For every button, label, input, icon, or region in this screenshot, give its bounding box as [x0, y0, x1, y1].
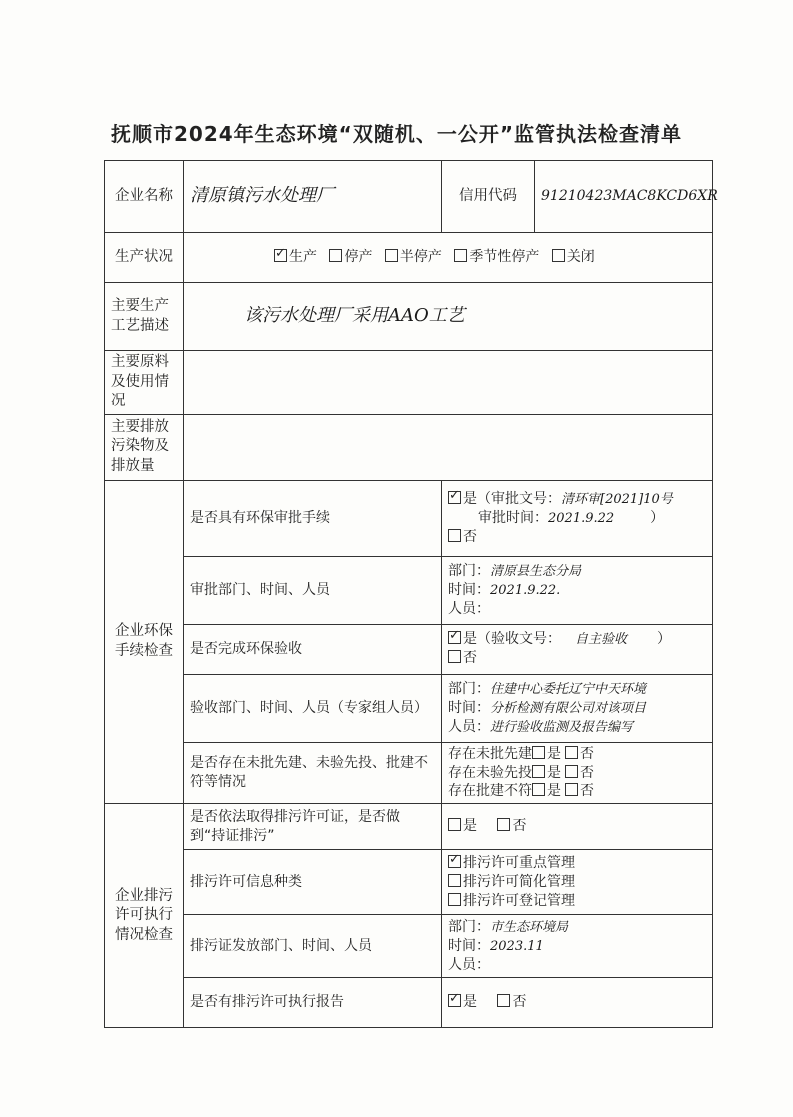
- mismatch-yes-label: 是: [547, 783, 561, 800]
- permit-simplified-label: 排污许可简化管理: [463, 873, 575, 890]
- permit-report-yes-label: 是: [463, 994, 477, 1011]
- production-label: 生产状况: [105, 233, 184, 283]
- process-label: 主要生产工艺描述: [105, 283, 184, 351]
- company-row: [105, 161, 713, 233]
- permit-simplified-checkbox[interactable]: [448, 874, 461, 887]
- materials-field[interactable]: [184, 351, 713, 415]
- acceptance-yes-label: 是（验收文号：: [463, 631, 561, 648]
- unaccepted-yes-label: 是: [547, 764, 561, 781]
- process-row: [105, 283, 713, 351]
- materials-row: [105, 351, 713, 415]
- production-row: [105, 233, 713, 283]
- acceptance-dept-item: 验收部门、时间、人员（专家组人员）: [184, 674, 442, 742]
- permit-obtained-item: 是否依法取得排污许可证，是否做到“持证排污”: [184, 804, 442, 850]
- acceptance-no-label: 否: [463, 650, 477, 667]
- credit-code-value: 91210423MAC8KCD6XR: [541, 188, 718, 205]
- production-checkbox[interactable]: [274, 249, 287, 262]
- inspection-form: [104, 160, 718, 1028]
- permit-type-item: 排污许可信息种类: [184, 850, 442, 915]
- company-name-value: 清原镇污水处理厂: [190, 185, 334, 207]
- permit-key-label: 排污许可重点管理: [463, 855, 575, 872]
- permit-report-yes-checkbox[interactable]: [448, 994, 461, 1007]
- credit-code-field[interactable]: [535, 161, 718, 233]
- acceptance-item: 是否完成环保验收: [184, 624, 442, 674]
- acceptance-no-checkbox[interactable]: [448, 650, 461, 663]
- stopped-checkbox[interactable]: [329, 249, 342, 262]
- permit-report-answer: [442, 978, 713, 1028]
- acceptance-dept-row: [105, 674, 713, 742]
- permit-report-no-label: 否: [512, 994, 527, 1011]
- half-stopped-option-label: 半停产: [399, 249, 442, 266]
- permit-type-answer: [442, 850, 713, 915]
- permit-dept-label: 部门：: [448, 919, 490, 936]
- approval-dept-item: 审批部门、时间、人员: [184, 556, 442, 624]
- production-option-label: 生产: [289, 249, 317, 266]
- approval-row: [105, 480, 713, 556]
- violation-line-unaccepted: 存在未验先投: [448, 764, 532, 781]
- acceptance-dept-value: 住建中心委托辽宁中天环境: [490, 681, 647, 697]
- unaccepted-no-checkbox[interactable]: [565, 765, 578, 778]
- permit-time-label: 时间：: [448, 937, 490, 954]
- acceptance-yes-checkbox[interactable]: [448, 631, 461, 644]
- closed-checkbox[interactable]: [552, 249, 565, 262]
- materials-label: 主要原料及使用情况: [105, 351, 184, 415]
- approval-time-value: 2021.9.22: [548, 510, 615, 526]
- mismatch-no-checkbox[interactable]: [565, 783, 578, 796]
- permit-obtained-row: [105, 804, 713, 850]
- process-value: 该污水处理厂采用AAO工艺: [244, 305, 465, 327]
- acceptance-close-paren: ）: [657, 631, 672, 648]
- approval-yes-label: 是（审批文号：: [463, 490, 561, 507]
- permit-obtained-no-label: 否: [512, 818, 527, 835]
- permit-type-row: [105, 850, 713, 915]
- approval-date-label: 时间：: [448, 581, 490, 598]
- approval-answer: [442, 480, 713, 556]
- acceptance-person-label: 人员：: [448, 718, 490, 735]
- company-name-label: 企业名称: [105, 161, 184, 233]
- acceptance-dept-answer: [442, 674, 713, 742]
- mismatch-no-label: 否: [580, 783, 594, 800]
- pollutants-field[interactable]: [184, 414, 713, 480]
- permit-registration-checkbox[interactable]: [448, 893, 461, 906]
- permit-obtained-yes-label: 是: [463, 818, 477, 835]
- credit-code-label: 信用代码: [442, 161, 535, 233]
- acceptance-time-label: 时间：: [448, 699, 490, 716]
- unapproved-no-checkbox[interactable]: [565, 746, 578, 759]
- acceptance-time-value: 分析检测有限公司对该项目: [490, 700, 647, 716]
- permit-person-label: 人员：: [448, 956, 490, 973]
- violation-item: 是否存在未批先建、未验先投、批建不符等情况: [184, 742, 442, 804]
- approval-doc-no: 清环审[2021]10号: [561, 491, 673, 507]
- company-name-field[interactable]: [184, 161, 442, 233]
- permit-report-no-checkbox[interactable]: [497, 994, 510, 1007]
- half-stopped-checkbox[interactable]: [385, 249, 398, 262]
- approval-person-label: 人员：: [448, 600, 490, 617]
- permit-issuer-item: 排污证发放部门、时间、人员: [184, 915, 442, 978]
- violation-line-mismatch: 存在批建不符: [448, 783, 532, 800]
- permit-obtained-no-checkbox[interactable]: [497, 818, 510, 831]
- permit-issuer-answer: [442, 915, 713, 978]
- unaccepted-no-label: 否: [580, 764, 594, 781]
- page-title: 抚顺市2024年生态环境“双随机、一公开”监管执法检查清单: [111, 122, 682, 146]
- violation-row: [105, 742, 713, 804]
- permit-report-item: 是否有排污许可执行报告: [184, 978, 442, 1028]
- closed-option-label: 关闭: [566, 249, 595, 266]
- permit-obtained-yes-checkbox[interactable]: [448, 818, 461, 831]
- permit-time-value: 2023.11: [490, 938, 544, 954]
- unaccepted-yes-checkbox[interactable]: [532, 765, 545, 778]
- unapproved-yes-checkbox[interactable]: [532, 746, 545, 759]
- mismatch-yes-checkbox[interactable]: [532, 783, 545, 796]
- approval-dept-answer: [442, 556, 713, 624]
- unapproved-yes-label: 是: [547, 745, 561, 762]
- permit-key-checkbox[interactable]: [448, 855, 461, 868]
- seasonal-stopped-checkbox[interactable]: [454, 249, 467, 262]
- permit-label: 企业排污许可执行情况检查: [105, 804, 184, 1028]
- acceptance-row: [105, 624, 713, 674]
- approval-no-checkbox[interactable]: [448, 529, 461, 542]
- pollutants-label: 主要排放污染物及排放量: [105, 414, 184, 480]
- unapproved-no-label: 否: [580, 745, 594, 762]
- approval-time-label: 审批时间：: [478, 509, 548, 526]
- approval-dept-row: [105, 556, 713, 624]
- process-field[interactable]: [184, 283, 713, 351]
- approval-close-paren: ）: [650, 509, 665, 526]
- approval-item: 是否具有环保审批手续: [184, 480, 442, 556]
- seasonal-option-label: 季节性停产: [469, 249, 540, 266]
- approval-yes-checkbox[interactable]: [448, 491, 461, 504]
- stopped-option-label: 停产: [344, 249, 373, 266]
- production-options: [184, 233, 713, 283]
- env-procedures-label: 企业环保手续检查: [105, 480, 184, 804]
- violation-answer: [442, 742, 713, 804]
- approval-dept-label: 部门：: [448, 562, 490, 579]
- acceptance-person-value: 进行验收监测及报告编写: [490, 719, 634, 735]
- approval-date-value: 2021.9.22.: [490, 582, 561, 598]
- approval-dept-value: 清原县生态分局: [490, 563, 582, 579]
- acceptance-doc-no: 自主验收: [575, 632, 628, 648]
- violation-line-unapproved: 存在未批先建: [448, 745, 532, 762]
- pollutants-row: [105, 414, 713, 480]
- permit-dept-value: 市生态环境局: [490, 920, 569, 936]
- approval-no-label: 否: [463, 528, 477, 545]
- permit-report-row: [105, 978, 713, 1028]
- permit-registration-label: 排污许可登记管理: [463, 892, 575, 909]
- acceptance-dept-label: 部门：: [448, 680, 490, 697]
- acceptance-answer: [442, 624, 713, 674]
- permit-obtained-answer: [442, 804, 713, 850]
- permit-issuer-row: [105, 915, 713, 978]
